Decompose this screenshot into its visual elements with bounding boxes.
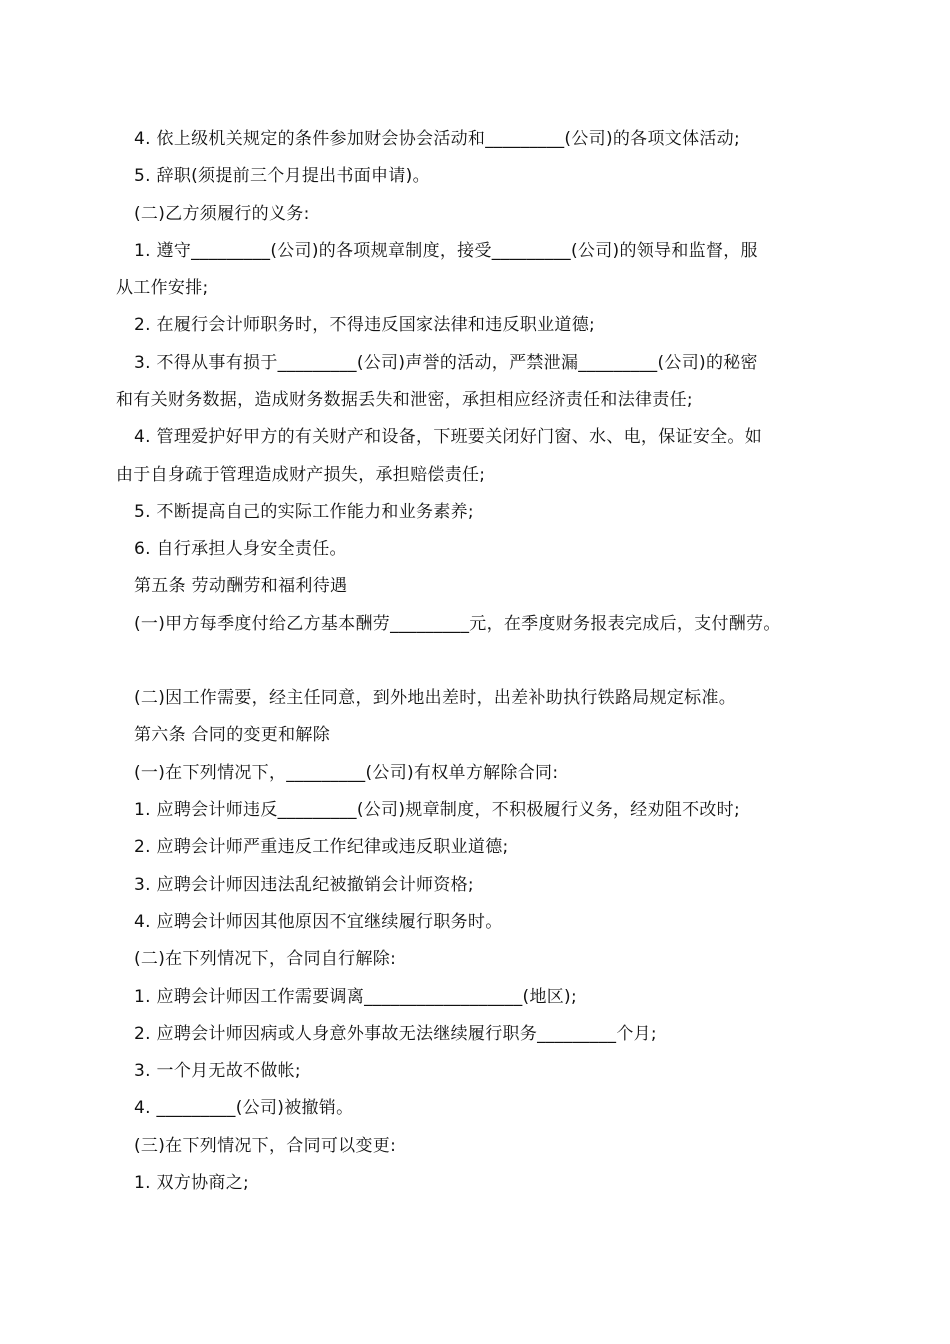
section-heading: 第六条 合同的变更和解除 <box>134 725 331 745</box>
text-line: 4. 应聘会计师因其他原因不宜继续履行职务时。 <box>134 912 503 932</box>
text-line: 2. 应聘会计师严重违反工作纪律或违反职业道德; <box>134 837 509 857</box>
text-line: (三)在下列情况下，合同可以变更: <box>134 1136 397 1156</box>
text-line: 1. 双方协商之; <box>134 1173 250 1193</box>
section-heading: 第五条 劳动酬劳和福利待遇 <box>134 576 348 596</box>
text-line: (一)甲方每季度付给乙方基本酬劳_________元，在季度财务报表完成后，支付酬劳。 <box>134 614 781 634</box>
text-line: 5. 不断提高自己的实际工作能力和业务素养; <box>134 502 474 522</box>
text-line: 由于自身疏于管理造成财产损失，承担赔偿责任; <box>116 465 486 485</box>
text-line: 4. 管理爱护好甲方的有关财产和设备，下班要关闭好门窗、水、电，保证安全。如 <box>134 427 763 447</box>
text-line: 3. 不得从事有损于_________(公司)声誉的活动，严禁泄漏_________(公司)的秘密 <box>134 353 758 373</box>
text-line: 1. 应聘会计师违反_________(公司)规章制度，不积极履行义务，经劝阻不改时; <box>134 800 741 820</box>
text-line: 2. 在履行会计师职务时，不得违反国家法律和违反职业道德; <box>134 315 596 335</box>
text-line: 4. 依上级机关规定的条件参加财会协会活动和_________(公司)的各项文体活动; <box>134 129 741 149</box>
text-line: (二)在下列情况下，合同自行解除: <box>134 949 397 969</box>
text-line: 5. 辞职(须提前三个月提出书面申请)。 <box>134 166 430 186</box>
text-line: 6. 自行承担人身安全责任。 <box>134 539 347 559</box>
text-line: 1. 应聘会计师因工作需要调离__________________(地区); <box>134 987 578 1007</box>
text-line: 4. _________(公司)被撤销。 <box>134 1098 354 1118</box>
text-line: 3. 一个月无故不做帐; <box>134 1061 301 1081</box>
text-line: 和有关财务数据，造成财务数据丢失和泄密，承担相应经济责任和法律责任; <box>116 390 693 410</box>
text-line: 2. 应聘会计师因病或人身意外事故无法继续履行职务_________个月; <box>134 1024 657 1044</box>
text-line: (二)乙方须履行的义务: <box>134 204 310 224</box>
text-line: (二)因工作需要，经主任同意，到外地出差时，出差补助执行铁路局规定标准。 <box>134 688 737 708</box>
text-line: 3. 应聘会计师因违法乱纪被撤销会计师资格; <box>134 875 474 895</box>
text-line: 从工作安排; <box>116 278 209 298</box>
text-line: (一)在下列情况下，_________(公司)有权单方解除合同: <box>134 763 559 783</box>
text-line: 1. 遵守_________(公司)的各项规章制度，接受_________(公司)的领导和监督，服 <box>134 241 758 261</box>
